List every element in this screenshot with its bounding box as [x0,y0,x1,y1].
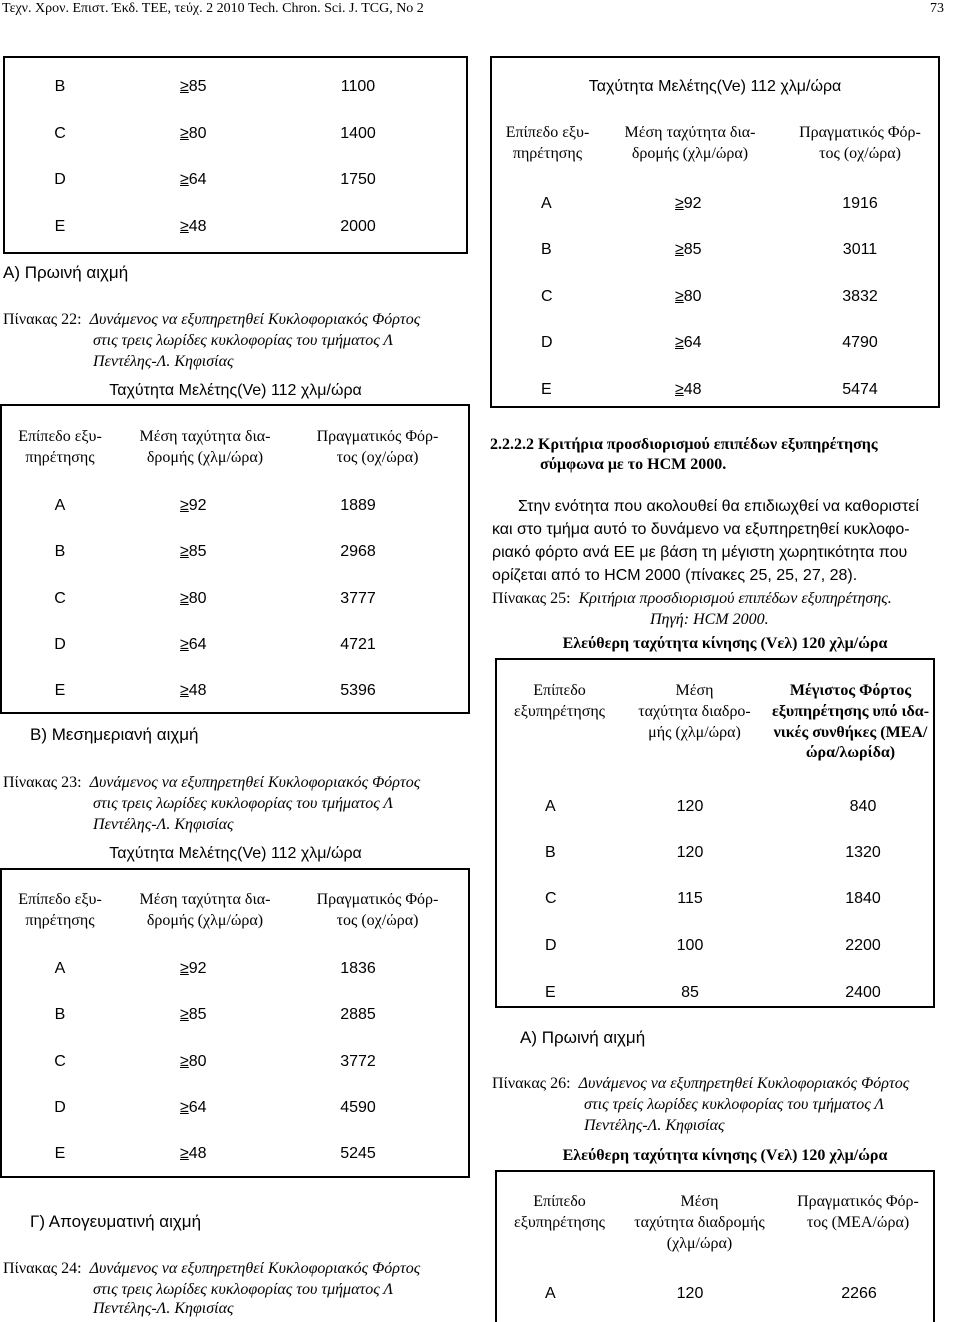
table-header: Μέση ταχύτητα δια- δρομής (χλμ/ώρα) [139,428,271,466]
table-caption [492,588,932,610]
table-cell: ≥85 [180,1006,207,1023]
table-cell: 2200 [845,937,881,954]
page-number: 73 [930,1,944,16]
table-cell: 115 [677,890,703,907]
table-cell: 3011 [842,241,878,258]
table-cell: 5474 [842,381,878,398]
section-label: A) Πρωινή αιχμή [3,263,129,282]
table-cell: 100 [676,937,704,954]
table-cell: B [541,241,552,258]
table-cell: 2266 [841,1285,877,1302]
table-header: Πραγματικός Φόρ- τος (ΜΕΑ/ώρα) [797,1193,919,1231]
table-header: Επίπεδο εξυ- πηρέτησης [505,124,590,162]
caption-text: Δυνάμενος να εξυπηρετηθεί Κυκλοφοριακός Φόρτος [89,1260,421,1277]
table-cell: D [54,1099,66,1116]
table-cell: C [54,1053,66,1070]
table-cell: E [545,984,556,1001]
table-cell: 2000 [340,218,376,235]
table-cell: E [541,381,552,398]
table-cell: 1750 [340,171,376,188]
table-header: Μέση ταχύτητα δια- δρομής (χλμ/ώρα) [624,124,756,162]
table-cell: C [54,590,66,607]
table-cell: 4590 [340,1099,376,1116]
table-header: Επίπεδο εξυ- πηρέτησης [18,428,102,466]
table-cell: E [54,218,66,235]
table-header: Μέση ταχύτητα διαδρο- μής (χλμ/ώρα) [638,682,751,741]
table-caption [3,772,468,794]
table-cell: ≥64 [675,334,702,351]
caption-text: στις τρεις λωρίδες κυκλοφορίας του τμήματος Λ [93,332,394,349]
table-cell: 2400 [845,984,881,1001]
table-header: Μέση ταχύτητα δια- δρομής (χλμ/ώρα) [139,891,271,929]
caption-prefix: Πίνακας 22: [3,311,82,328]
caption-text: Δυνάμενος να εξυπηρετηθεί Κυκλοφοριακός Φόρτος [578,1075,910,1092]
table-header: Πραγματικός Φόρ- τος (οχ/ώρα) [316,891,439,929]
table-cell: B [545,844,556,861]
table-cell: D [54,171,66,188]
table-title: Ταχύτητα Μελέτης(Ve) 112 χλμ/ώρα [109,845,362,862]
table-cell: B [54,1006,66,1023]
table-cell: 2968 [340,543,376,560]
table-caption [3,309,468,331]
table-cell: 1100 [340,78,376,95]
table-cell: 3832 [842,288,878,305]
table-header: Επίπεδο εξυπηρέτησης [513,682,606,720]
table-caption [492,1073,957,1095]
caption-text: Πεντέλης-Λ. Κηφισίας [584,1117,725,1134]
table-cell: 4721 [340,636,376,653]
table-cell: D [54,636,66,653]
section-label: A) Πρωινή αιχμή [520,1028,646,1047]
caption-text: Πεντέλης-Λ. Κηφισίας [93,353,234,370]
caption-text: Πεντέλης-Λ. Κηφισίας [93,816,234,833]
table-cell: ≥80 [675,288,702,305]
table-cell: B [54,543,66,560]
caption-text: στις τρεις λωρίδες κυκλοφορίας του τμήματος Λ [93,1281,394,1298]
table-cell: ≥64 [180,1099,207,1116]
table-header: Πραγματικός Φόρ- τος (οχ/ώρα) [316,428,439,466]
table-cell: 120 [676,1285,704,1302]
table-cell: ≥48 [675,381,702,398]
table-cell: ≥92 [675,195,702,212]
table-header: Επίπεδο εξυ- πηρέτησης [18,891,102,929]
table-cell: ≥48 [180,1145,207,1162]
caption-text: Κριτήρια προσδιορισμού επιπέδων εξυπηρέτησης. [578,590,892,607]
table-cell: 1889 [340,497,376,514]
table-cell: ≥85 [180,78,207,95]
caption-text: Πηγή: HCM 2000. [650,611,769,628]
table-cell: ≥48 [180,218,207,235]
caption-prefix: Πίνακας 24: [3,1260,82,1277]
table-header: Μέγιστος Φόρτος εξυπηρέτησης υπό ιδα- νικές συνθήκες (ΜΕΑ/ ώρα/λωρίδα) [771,682,930,762]
table-header: Μέση ταχύτητα διαδρομής (χλμ/ώρα) [634,1193,765,1252]
body-paragraph: Στην ενότητα που ακολουθεί θα επιδιωχθεί να καθοριστεί και στο τμήμα αυτό το δυνάμενο να εξυπηρετηθεί κυκλοφο- ριακό φόρτο ανά ΕΕ με βάση τη μέγιστη χωρητικότητα που ορίζεται από το HCM 2000 (πίνακες 25, 25, 27, 28). [492,498,919,584]
table-cell: E [54,1145,66,1162]
table-cell: D [541,334,553,351]
table-cell: 1836 [340,960,376,977]
table-cell: ≥80 [180,1053,207,1070]
table-cell: A [54,960,66,977]
table-cell: ≥64 [180,636,207,653]
table-title: Ελεύθερη ταχύτητα κίνησης (Vελ) 120 χλμ/ώρα [562,1147,888,1164]
table-cell: 3777 [340,590,376,607]
caption-text: Δυνάμενος να εξυπηρετηθεί Κυκλοφοριακός Φόρτος [89,311,421,328]
table-cell: 4790 [842,334,878,351]
table-cell: ≥80 [180,125,207,142]
section-label: B) Μεσημεριανή αιχμή [30,725,199,744]
table-cell: 5245 [340,1145,376,1162]
section-heading: 2.2.2.2 Κριτήρια προσδιορισμού επιπέδων εξυπηρέτησης σύμφωνα με το HCM 2000. [490,436,878,473]
caption-text: Δυνάμενος να εξυπηρετηθεί Κυκλοφοριακός Φόρτος [89,774,421,791]
table-cell: A [545,1285,556,1302]
table-cell: D [545,937,557,954]
table-cell: 120 [676,798,704,815]
table-cell: 1400 [340,125,376,142]
caption-prefix: Πίνακας 23: [3,774,82,791]
table-header: Πραγματικός Φόρ- τος (οχ/ώρα) [799,124,921,162]
table-cell: A [54,497,66,514]
table-cell: 85 [681,984,699,1001]
table-cell: E [54,682,66,699]
table-cell: ≥80 [180,590,207,607]
caption-text: στις τρεις λωρίδες κυκλοφορίας του τμήματος Λ [93,795,394,812]
table-cell: ≥85 [675,241,702,258]
caption-text: Πεντέλης-Λ. Κηφισίας [93,1300,234,1317]
table-cell: 840 [849,798,877,815]
running-header: Τεχν. Χρον. Επιστ. Έκδ. ΤΕΕ, τεύχ. 2 2010 Tech. Chron. Sci. J. TCG, No 2 [2,1,424,16]
table-24 [490,56,940,408]
table-cell: B [54,78,66,95]
table-cell: 5396 [340,682,376,699]
table-title: Ταχύτητα Μελέτης(Ve) 112 χλμ/ώρα [109,382,362,399]
section-label: Γ) Απογευματινή αιχμή [30,1212,202,1231]
table-caption [3,1258,468,1280]
caption-prefix: Πίνακας 26: [492,1075,571,1092]
table-cell: ≥92 [180,497,207,514]
table-title: Ελεύθερη ταχύτητα κίνησης (Vελ) 120 χλμ/ώρα [562,635,888,652]
table-cell: C [54,125,66,142]
table-cell: ≥48 [180,682,207,699]
table-cell: C [541,288,553,305]
caption-text: στις τρείς λωρίδες κυκλοφορίας του τμήματος Λ [584,1096,885,1113]
table-cell: 1916 [842,195,878,212]
table-cell: A [541,195,552,212]
table-cell: 1320 [845,844,881,861]
table-cell: ≥64 [180,171,207,188]
table-cell: 3772 [340,1053,376,1070]
table-cell: 1840 [845,890,881,907]
table-cell: C [545,890,557,907]
table-cell: ≥85 [180,543,207,560]
caption-prefix: Πίνακας 25: [492,590,571,607]
table-cell: 2885 [340,1006,376,1023]
table-cell: ≥92 [180,960,207,977]
table-cell: A [545,798,556,815]
table-header: Επίπεδο εξυπηρέτησης [513,1193,606,1231]
table-cell: 120 [676,844,704,861]
table-title: Ταχύτητα Μελέτης(Ve) 112 χλμ/ώρα [588,78,842,95]
